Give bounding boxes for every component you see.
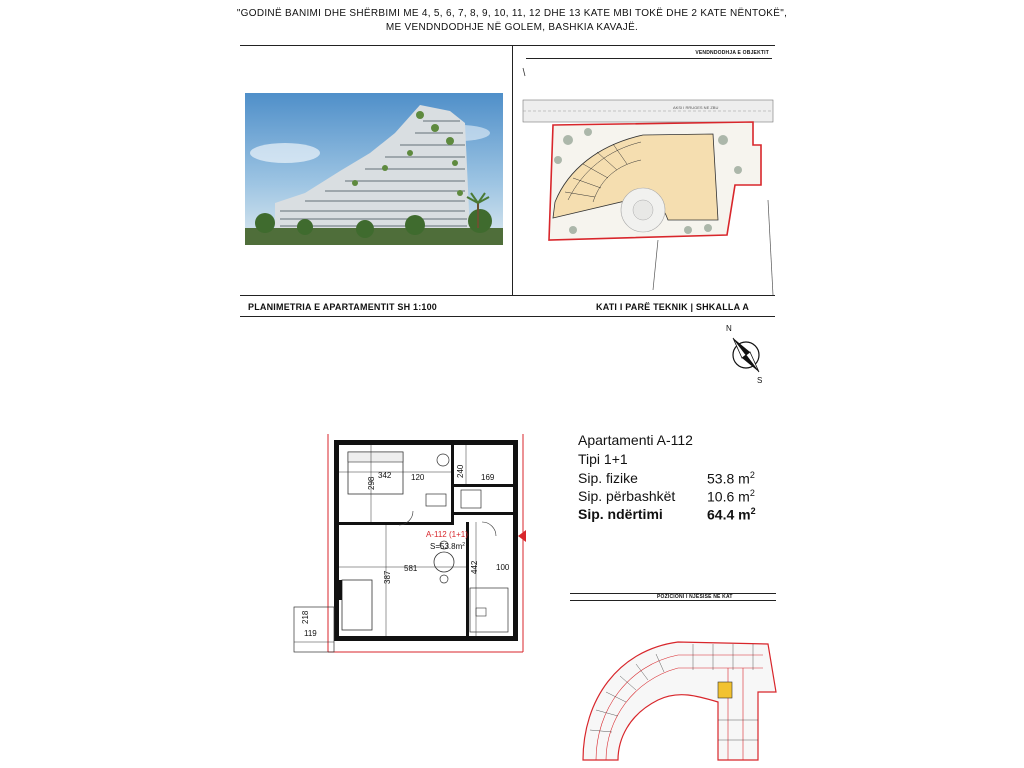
compass-s: S — [757, 376, 763, 385]
compass-icon — [716, 322, 776, 388]
dim-387: 387 — [383, 570, 392, 584]
dim-100: 100 — [496, 563, 510, 572]
header-line-1: "GODINË BANIMI DHE SHËRBIMI ME 4, 5, 6, 7, 8, 9, 10, 11, 12 DHE 13 KATE MBI TOKË DHE 2 KATE NËNTOKË", — [236, 8, 788, 19]
highlighted-unit — [718, 682, 732, 698]
compass-n: N — [726, 324, 732, 333]
type-label: Tipi 1+1 — [578, 451, 628, 467]
area-label: S=53.8m — [430, 542, 463, 551]
sip-fizike-value: 53.8 $m^2$ — [707, 470, 755, 487]
road-label: AKSI I RRUGES NE ZBU — [673, 105, 719, 110]
plan-title-underline — [240, 316, 775, 317]
frame-top-line — [240, 45, 775, 46]
dim-119: 119 — [304, 629, 317, 638]
dim-442: 442 — [470, 560, 479, 574]
sip-perbashket-label: Sip. përbashkët — [578, 488, 676, 504]
sip-perbashket-value: 10.6 $m^2$ — [707, 488, 755, 505]
sip-ndertimi-value: 64.4 $m^2$ — [707, 506, 756, 523]
site-title-box — [526, 50, 772, 59]
area-sup: 2 — [462, 542, 466, 548]
building-rendering — [245, 93, 503, 245]
floor-plan — [286, 412, 526, 662]
plan-right-title: KATI I PARË TEKNIK | SHKALLA A — [596, 302, 750, 312]
site-title: VENDNDODHJA E OBJEKTIT — [695, 50, 769, 56]
header-line-2: ME VENDNDODHJE NË GOLEM, BASHKIA KAVAJË. — [385, 22, 639, 33]
dim-218: 218 — [301, 610, 310, 624]
position-title-underline — [570, 600, 776, 601]
frame-bottom-line — [240, 295, 775, 296]
dim-581: 581 — [404, 564, 418, 573]
position-key-plan — [578, 630, 783, 762]
position-title: POZICIONI I NJËSISË NË KAT — [657, 594, 733, 600]
sip-ndertimi-label: Sip. ndërtimi — [578, 506, 663, 522]
sip-fizike-label: Sip. fizike — [578, 470, 638, 486]
site-plan — [513, 60, 775, 295]
plan-left-title: PLANIMETRIA E APARTAMENTIT SH 1:100 — [248, 302, 438, 312]
dim-342: 342 — [378, 471, 392, 480]
dim-169: 169 — [481, 473, 495, 482]
dim-298: 298 — [367, 476, 376, 490]
unit-label: A-112 (1+1) — [426, 530, 468, 539]
dim-120: 120 — [411, 473, 425, 482]
apartment-label: Apartamenti A-112 — [578, 432, 693, 448]
dim-240: 240 — [456, 464, 465, 478]
svg-text:S=53.8m2 — [430, 542, 465, 551]
